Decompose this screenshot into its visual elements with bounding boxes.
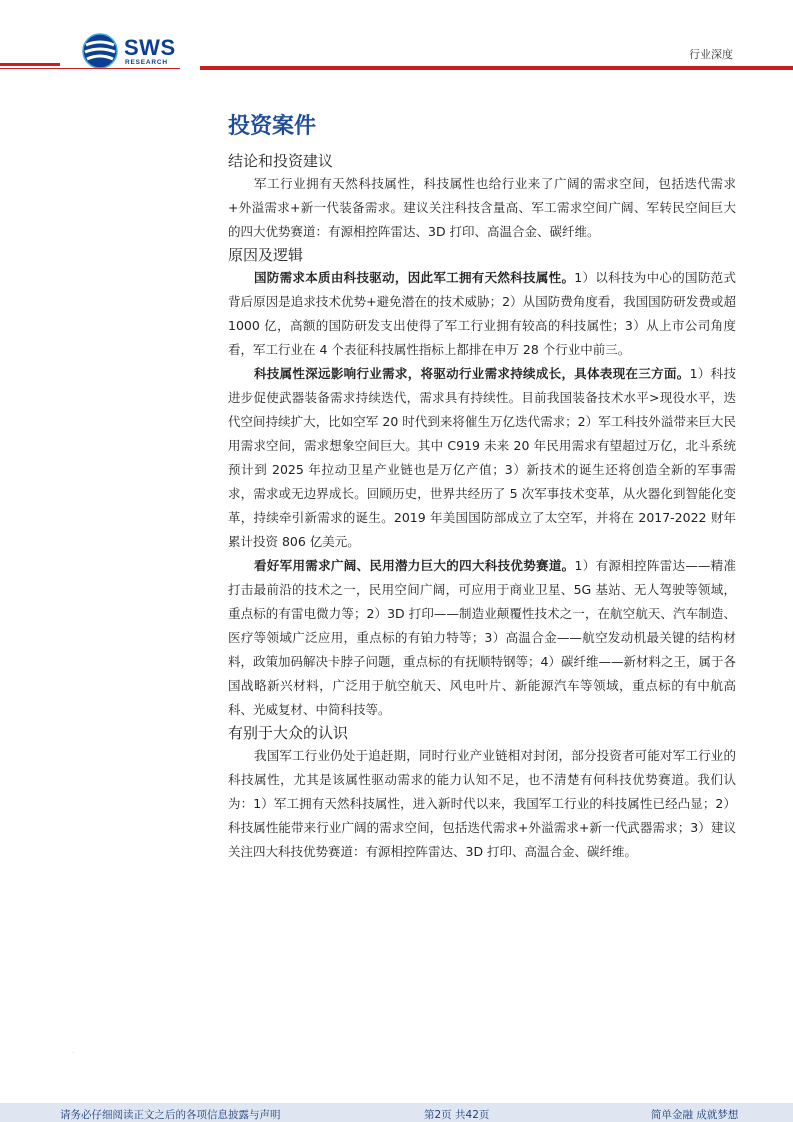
decorative-dot: ·: [72, 1050, 74, 1057]
sws-logo: [82, 33, 192, 71]
logo-wordmark: SWS: [124, 35, 176, 60]
section-heading: 结论和投资建议: [228, 152, 334, 170]
header-rule-right: [200, 66, 793, 70]
main-content: [228, 110, 736, 864]
paragraph: 看好军用需求广阔、民用潜力巨大的四大科技优势赛道。1）有源相控阵雷达——精准打击最前沿的技术之一，民用空间广阔，可应用于商业卫星、5G 基站、无人驾驶等领域，重点标的有雷电微力等；2）3D 打印——制造业颠覆性技术之一，在航空航天、汽车制造、医疗等领域广泛应用，重点标的有铂力特等；3）高温合金——航空发动机最关键的结构材料，政策加码解决卡脖子问题，重点标的有抚顺特钢等；4）碳纤维——新材料之王，属于各国战略新兴材料，广泛用于航空航天、风电叶片、新能源汽车等领域，重点标的有中航高科、光威复材、中简科技等。: [228, 558, 736, 717]
section-heading: 原因及逻辑: [228, 246, 304, 264]
paragraph-lead: 国防需求本质由科技驱动，因此军工拥有天然科技属性。: [254, 270, 575, 285]
report-category: 行业深度: [689, 48, 733, 61]
paragraph: 科技属性深远影响行业需求，将驱动行业需求持续成长，具体表现在三方面。1）科技进步促使武器装备需求持续迭代，需求具有持续性。目前我国装备技术水平>现役水平，迭代空间持续扩大，比如空军 20 时代到来将催生万亿迭代需求；2）军工科技外溢带来巨大民用需求空间，需求想象空间巨大。其中 C919 未来 20 年民用需求有望超过万亿，北斗系统预计到 2025 年拉动卫星产业链也是万亿产值；3）新技术的诞生还将创造全新的军事需求，需求或无边界成长。回顾历史，世界共经历了 5 次军事技术变革，从火器化到智能化变革，持续牵引新需求的诞生。2019 年美国国防部成立了太空军，并将在 2017-2022 财年累计投资 806 亿美元。: [228, 366, 736, 549]
paragraph: 国防需求本质由科技驱动，因此军工拥有天然科技属性。1）以科技为中心的国防范式背后原因是追求技术优势+避免潜在的技术威胁；2）从国防费角度看，我国国防研发费或超 1000 亿，高额的国防研发支出使得了军工行业拥有较高的科技属性；3）从上市公司角度看，军工行业在 4 个表征科技属性指标上都排在申万 28 个行业中前三。: [228, 270, 736, 357]
paragraph: 军工行业拥有天然科技属性，科技属性也给行业来了广阔的需求空间，包括迭代需求+外溢需求+新一代装备需求。建议关注科技含量高、军工需求空间广阔、军转民空间巨大的四大优势赛道：有源相控阵雷达、3D 打印、高温合金、碳纤维。: [228, 176, 736, 239]
page-title: 投资案件: [228, 114, 317, 139]
page-number: 第2页 共42页: [424, 1109, 490, 1121]
header-rule-left-thin: [0, 68, 180, 69]
paragraph-lead: 看好军用需求广阔、民用潜力巨大的四大科技优势赛道。: [254, 558, 575, 573]
paragraph-lead: 科技属性深远影响行业需求，将驱动行业需求持续成长，具体表现在三方面。: [254, 366, 690, 381]
logo-subtitle: RESEARCH: [125, 59, 168, 66]
sws-globe-icon: [82, 33, 118, 69]
footer-disclaimer: 请务必仔细阅读正文之后的各项信息披露与声明: [60, 1109, 281, 1121]
section-heading: 有别于大众的认识: [228, 724, 349, 742]
header-rule-left: [0, 63, 60, 66]
footer-slogan: 简单金融 成就梦想: [651, 1109, 739, 1121]
paragraph: 我国军工行业仍处于追赶期，同时行业产业链相对封闭，部分投资者可能对军工行业的科技属性，尤其是该属性驱动需求的能力认知不足，也不清楚有何科技优势赛道。我们认为：1）军工拥有天然科技属性，进入新时代以来，我国军工行业的科技属性已经凸显；2）科技属性能带来行业广阔的需求空间，包括迭代需求+外溢需求+新一代武器需求；3）建议关注四大科技优势赛道：有源相控阵雷达、3D 打印、高温合金、碳纤维。: [228, 748, 736, 859]
